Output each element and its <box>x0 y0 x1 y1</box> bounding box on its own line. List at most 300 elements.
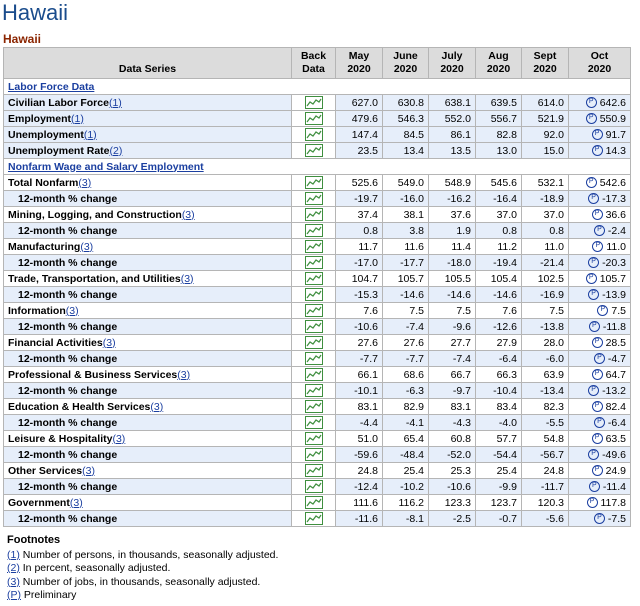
value-text: 7.6 <box>502 304 517 317</box>
table-row <box>4 127 631 143</box>
footnote-ref-link[interactable]: (3) <box>65 304 79 317</box>
value-text: -2.4 <box>607 224 626 237</box>
back-data-cell <box>292 335 336 351</box>
footnote-ref-link[interactable]: (P) <box>7 589 21 601</box>
line-chart-icon[interactable] <box>305 512 323 525</box>
preliminary-badge-icon[interactable]: P <box>592 241 603 252</box>
line-chart-icon[interactable] <box>305 96 323 109</box>
back-data-cell <box>292 367 336 383</box>
value-cell <box>429 207 476 223</box>
line-chart-icon[interactable] <box>305 112 323 125</box>
value-cell <box>476 303 522 319</box>
preliminary-badge-icon[interactable]: P <box>588 257 599 268</box>
value-cell <box>383 207 429 223</box>
value-text: -16.4 <box>493 192 517 205</box>
value-text: 0.8 <box>549 224 564 237</box>
series-name-cell <box>4 415 292 431</box>
line-chart-icon[interactable] <box>305 288 323 301</box>
value-text: -17.0 <box>354 256 378 269</box>
value-cell <box>429 95 476 111</box>
value-cell <box>476 367 522 383</box>
series-label: Unemployment Rate <box>8 144 110 157</box>
value-text: 25.3 <box>450 464 471 477</box>
line-chart-icon[interactable] <box>305 128 323 141</box>
back-data-cell <box>292 175 336 191</box>
value-cell <box>522 399 569 415</box>
back-data-cell <box>292 95 336 111</box>
value-text: -6.4 <box>498 352 517 365</box>
value-text: 7.6 <box>363 304 378 317</box>
line-chart-icon[interactable] <box>305 208 323 221</box>
value-cell <box>383 191 429 207</box>
value-cell <box>383 303 429 319</box>
value-text: 105.7 <box>599 272 626 285</box>
value-cell-preliminary <box>569 191 631 207</box>
value-cell <box>476 287 522 303</box>
line-chart-icon[interactable] <box>305 352 323 365</box>
value-cell-preliminary <box>569 463 631 479</box>
value-cell <box>336 399 383 415</box>
value-text: -16.0 <box>400 192 424 205</box>
preliminary-badge-icon[interactable]: P <box>589 481 600 492</box>
value-text: -20.3 <box>602 256 626 269</box>
series-label: Employment <box>8 112 72 125</box>
series-name-cell <box>4 319 292 335</box>
value-text: 37.0 <box>496 208 517 221</box>
footnote-ref-link[interactable]: (1) <box>108 96 122 109</box>
line-chart-icon[interactable] <box>305 336 323 349</box>
table-row <box>4 463 631 479</box>
series-name-cell <box>4 287 292 303</box>
value-cell <box>522 447 569 463</box>
table-caption: Hawaii <box>3 32 42 46</box>
value-text: -19.4 <box>493 256 517 269</box>
series-name-cell <box>4 447 292 463</box>
value-cell <box>336 351 383 367</box>
line-chart-icon[interactable] <box>305 176 323 189</box>
footnote-ref-link[interactable]: (1) <box>71 112 84 125</box>
header-month <box>569 48 631 79</box>
series-name-cell <box>4 351 292 367</box>
value-cell <box>383 495 429 511</box>
table-row <box>4 191 631 207</box>
line-chart-icon[interactable] <box>305 368 323 381</box>
value-text: -7.7 <box>359 352 378 365</box>
series-label: 12-month % change <box>18 288 118 301</box>
value-cell <box>522 287 569 303</box>
value-cell <box>383 415 429 431</box>
value-cell <box>476 111 522 127</box>
line-chart-icon[interactable] <box>305 240 323 253</box>
table-row <box>4 335 631 351</box>
value-cell <box>476 447 522 463</box>
value-cell <box>383 111 429 127</box>
line-chart-icon[interactable] <box>305 384 323 397</box>
month-year: 2020 <box>347 63 371 75</box>
preliminary-badge-icon[interactable]: P <box>592 369 603 380</box>
value-cell <box>522 191 569 207</box>
preliminary-badge-icon[interactable]: P <box>594 417 605 428</box>
footnote-ref-link[interactable]: (3) <box>7 575 20 588</box>
value-cell <box>476 95 522 111</box>
value-cell <box>383 479 429 495</box>
value-text: -10.6 <box>447 480 471 493</box>
preliminary-badge-icon[interactable]: P <box>594 513 605 524</box>
value-text: -56.7 <box>540 448 564 461</box>
preliminary-badge-icon[interactable]: P <box>592 401 603 412</box>
value-cell <box>383 367 429 383</box>
preliminary-badge-icon[interactable]: P <box>588 289 599 300</box>
value-cell-preliminary <box>569 431 631 447</box>
line-chart-icon[interactable] <box>305 224 323 237</box>
footnote-text: Number of persons, in thousands, seasonally adjusted. <box>22 548 279 561</box>
line-chart-icon[interactable] <box>305 416 323 429</box>
preliminary-badge-icon[interactable]: P <box>594 353 605 364</box>
line-chart-icon[interactable] <box>305 480 323 493</box>
preliminary-badge-icon[interactable]: P <box>586 177 597 188</box>
preliminary-badge-icon[interactable]: P <box>587 497 598 508</box>
value-cell <box>476 255 522 271</box>
series-name-cell <box>4 175 292 191</box>
value-cell-preliminary <box>569 239 631 255</box>
series-name-cell <box>4 463 292 479</box>
line-chart-icon[interactable] <box>305 272 323 285</box>
value-text: 65.4 <box>403 432 424 445</box>
value-cell <box>476 127 522 143</box>
value-cell-preliminary <box>569 143 631 159</box>
value-text: 38.1 <box>403 208 424 221</box>
value-cell <box>383 351 429 367</box>
value-text: 548.9 <box>444 176 471 189</box>
value-cell <box>383 255 429 271</box>
header-month <box>522 48 569 79</box>
value-text: 82.9 <box>403 400 424 413</box>
value-text: 638.1 <box>444 96 471 109</box>
header-month <box>336 48 383 79</box>
preliminary-badge-icon[interactable]: P <box>592 337 603 348</box>
table-row <box>4 287 631 303</box>
value-text: 82.8 <box>496 128 517 141</box>
preliminary-badge-icon[interactable]: P <box>592 209 603 220</box>
value-text: 27.6 <box>403 336 424 349</box>
series-label: Manufacturing <box>8 240 81 253</box>
series-label: Education & Health Services <box>8 400 151 413</box>
value-text: 27.6 <box>357 336 378 349</box>
back-data-cell <box>292 127 336 143</box>
line-chart-icon[interactable] <box>305 464 323 477</box>
footnote-item <box>7 562 278 576</box>
value-cell <box>429 335 476 351</box>
footnote-ref-link[interactable]: (3) <box>150 400 164 413</box>
section-link[interactable]: Labor Force Data <box>8 80 95 93</box>
value-cell-preliminary <box>569 399 631 415</box>
value-text: 25.4 <box>496 464 517 477</box>
footnote-ref-link[interactable]: (3) <box>78 176 92 189</box>
header-back-data <box>292 48 336 79</box>
value-cell <box>522 303 569 319</box>
value-cell-preliminary <box>569 255 631 271</box>
value-cell <box>429 319 476 335</box>
value-cell <box>522 127 569 143</box>
back-data-cell <box>292 319 336 335</box>
footnote-ref-link[interactable]: (3) <box>102 336 116 349</box>
month-name: May <box>348 50 370 62</box>
value-text: -9.6 <box>452 320 471 333</box>
value-text: 123.7 <box>490 496 517 509</box>
back-data-cell <box>292 191 336 207</box>
value-text: -13.2 <box>602 384 626 397</box>
value-text: 11.2 <box>497 240 517 253</box>
series-label: Civilian Labor Force <box>8 96 109 109</box>
line-chart-icon[interactable] <box>305 256 323 269</box>
value-cell <box>522 335 569 351</box>
footnote-ref-link[interactable]: (3) <box>180 272 194 285</box>
value-cell <box>429 287 476 303</box>
series-name-cell <box>4 95 292 111</box>
value-cell <box>336 207 383 223</box>
value-cell <box>336 463 383 479</box>
value-cell <box>476 431 522 447</box>
value-text: -9.9 <box>498 480 517 493</box>
table-row <box>4 415 631 431</box>
preliminary-badge-icon[interactable]: P <box>586 97 597 108</box>
value-cell <box>383 463 429 479</box>
footnote-text: In percent, seasonally adjusted. <box>22 562 171 574</box>
month-name: Sept <box>533 50 557 62</box>
value-cell <box>522 175 569 191</box>
back-data-cell <box>292 463 336 479</box>
value-text: 105.7 <box>397 272 424 285</box>
value-text: 28.0 <box>543 336 564 349</box>
value-text: -6.3 <box>405 384 424 397</box>
back-data-cell <box>292 287 336 303</box>
footnote-ref-link[interactable]: (1) <box>7 548 20 561</box>
value-text: -9.7 <box>452 384 471 397</box>
preliminary-badge-icon[interactable]: P <box>588 449 599 460</box>
series-name-cell <box>4 367 292 383</box>
series-name-cell <box>4 383 292 399</box>
value-cell-preliminary <box>569 111 631 127</box>
value-cell <box>429 479 476 495</box>
value-cell <box>336 191 383 207</box>
value-text: 11.4 <box>451 240 471 253</box>
preliminary-badge-icon[interactable]: P <box>592 129 603 140</box>
value-cell <box>429 447 476 463</box>
value-text: 24.8 <box>357 464 378 477</box>
value-cell <box>522 431 569 447</box>
footnote-ref-link[interactable]: (2) <box>7 562 20 574</box>
value-cell <box>336 367 383 383</box>
line-chart-icon[interactable] <box>305 304 323 317</box>
value-cell <box>429 463 476 479</box>
value-cell <box>476 223 522 239</box>
series-name-cell <box>4 207 292 223</box>
value-text: 639.5 <box>490 96 517 109</box>
value-text: -11.7 <box>540 480 564 493</box>
value-text: 105.4 <box>490 272 517 285</box>
value-cell <box>383 319 429 335</box>
back-data-cell <box>292 399 336 415</box>
table-row <box>4 175 631 191</box>
value-text: -18.0 <box>447 256 471 269</box>
preliminary-badge-icon[interactable]: P <box>594 225 605 236</box>
value-cell <box>429 495 476 511</box>
value-text: -11.8 <box>602 320 626 333</box>
value-text: 86.1 <box>450 128 471 141</box>
value-text: 13.5 <box>450 144 471 157</box>
preliminary-badge-icon[interactable]: P <box>589 321 600 332</box>
series-label: 12-month % change <box>18 384 118 397</box>
table-row <box>4 511 631 527</box>
footnote-ref-link[interactable]: (1) <box>83 128 97 141</box>
footnote-ref-link[interactable]: (2) <box>109 144 123 157</box>
value-text: 630.8 <box>397 96 424 109</box>
value-text: 0.8 <box>502 224 517 237</box>
preliminary-badge-icon[interactable]: P <box>597 305 608 316</box>
value-text: -10.1 <box>354 384 378 397</box>
value-text: 24.8 <box>543 464 564 477</box>
line-chart-icon[interactable] <box>305 144 323 157</box>
line-chart-icon[interactable] <box>305 496 323 509</box>
value-text: 13.0 <box>496 144 517 157</box>
value-text: -16.2 <box>447 192 471 205</box>
line-chart-icon[interactable] <box>305 432 323 445</box>
value-cell <box>336 255 383 271</box>
value-text: -14.6 <box>447 288 471 301</box>
header-data-series: Data Series <box>4 48 292 79</box>
series-label: Unemployment <box>8 128 84 141</box>
value-text: -6.4 <box>607 416 626 429</box>
series-label: 12-month % change <box>18 416 118 429</box>
preliminary-badge-icon[interactable]: P <box>592 465 603 476</box>
table-row <box>4 255 631 271</box>
table-body <box>4 79 631 527</box>
series-label: 12-month % change <box>18 224 118 237</box>
value-cell <box>522 319 569 335</box>
value-cell-preliminary <box>569 223 631 239</box>
footnote-text: Number of jobs, in thousands, seasonally adjusted. <box>22 575 261 588</box>
series-name-cell <box>4 335 292 351</box>
value-cell <box>336 383 383 399</box>
value-cell-preliminary <box>569 127 631 143</box>
value-text: -19.7 <box>354 192 378 205</box>
value-cell <box>383 271 429 287</box>
value-text: -13.4 <box>540 384 564 397</box>
value-cell <box>476 479 522 495</box>
preliminary-badge-icon[interactable]: P <box>586 113 597 124</box>
footnote-ref-link[interactable]: (3) <box>80 240 94 253</box>
preliminary-badge-icon[interactable]: P <box>592 433 603 444</box>
footnote-ref-link[interactable]: (3) <box>177 368 191 381</box>
value-cell <box>429 175 476 191</box>
footnote-ref-link[interactable]: (3) <box>181 208 195 221</box>
value-text: 23.5 <box>357 144 378 157</box>
series-name-cell <box>4 271 292 287</box>
footnote-ref-link[interactable]: (3) <box>82 464 95 477</box>
section-cell <box>4 79 631 95</box>
month-year: 2020 <box>533 63 557 75</box>
footnote-ref-link[interactable]: (3) <box>69 496 83 509</box>
section-row <box>4 159 631 175</box>
value-text: 27.9 <box>496 336 517 349</box>
value-cell <box>336 447 383 463</box>
value-cell <box>429 255 476 271</box>
value-text: 84.5 <box>403 128 424 141</box>
footnote-ref-link[interactable]: (3) <box>112 432 126 445</box>
value-cell <box>522 351 569 367</box>
footnotes <box>7 534 278 603</box>
preliminary-badge-icon[interactable]: P <box>586 273 597 284</box>
month-name: Oct <box>590 50 609 62</box>
line-chart-icon[interactable] <box>305 192 323 205</box>
value-cell <box>429 239 476 255</box>
value-cell <box>429 303 476 319</box>
preliminary-badge-icon[interactable]: P <box>588 193 599 204</box>
value-cell <box>336 127 383 143</box>
value-cell-preliminary <box>569 175 631 191</box>
series-label: 12-month % change <box>18 352 118 365</box>
line-chart-icon[interactable] <box>305 448 323 461</box>
table-row <box>4 351 631 367</box>
value-text: 479.6 <box>351 112 378 125</box>
section-link[interactable]: Nonfarm Wage and Salary Employment <box>8 160 204 173</box>
value-text: 11.6 <box>404 240 424 253</box>
value-cell <box>522 143 569 159</box>
value-text: -13.9 <box>602 288 626 301</box>
line-chart-icon[interactable] <box>305 400 323 413</box>
value-cell <box>336 111 383 127</box>
series-label: 12-month % change <box>18 320 118 333</box>
value-cell-preliminary <box>569 95 631 111</box>
value-text: -4.0 <box>498 416 517 429</box>
value-cell <box>336 143 383 159</box>
month-name: July <box>441 50 463 62</box>
value-cell <box>383 239 429 255</box>
series-name-cell <box>4 191 292 207</box>
value-cell <box>383 447 429 463</box>
value-text: -12.6 <box>493 320 517 333</box>
value-cell-preliminary <box>569 367 631 383</box>
footnote-item <box>7 576 278 590</box>
value-cell-preliminary <box>569 479 631 495</box>
value-text: -8.1 <box>405 512 424 525</box>
back-data-cell <box>292 255 336 271</box>
value-text: 7.5 <box>549 304 564 317</box>
back-data-cell <box>292 431 336 447</box>
header-month <box>383 48 429 79</box>
value-text: 7.5 <box>611 304 626 317</box>
table-row <box>4 495 631 511</box>
value-text: 102.5 <box>537 272 564 285</box>
series-label: 12-month % change <box>18 480 118 493</box>
value-cell <box>522 495 569 511</box>
value-cell <box>522 367 569 383</box>
preliminary-badge-icon[interactable]: P <box>592 145 603 156</box>
value-text: -10.4 <box>493 384 517 397</box>
data-table <box>3 47 631 527</box>
value-cell <box>336 335 383 351</box>
footnotes-title: Footnotes <box>7 534 61 546</box>
series-label: Government <box>8 496 70 509</box>
value-cell <box>476 335 522 351</box>
value-cell-preliminary <box>569 447 631 463</box>
preliminary-badge-icon[interactable]: P <box>588 385 599 396</box>
value-cell-preliminary <box>569 351 631 367</box>
value-cell <box>476 271 522 287</box>
value-text: -17.7 <box>400 256 424 269</box>
line-chart-icon[interactable] <box>305 320 323 333</box>
table-row <box>4 95 631 111</box>
